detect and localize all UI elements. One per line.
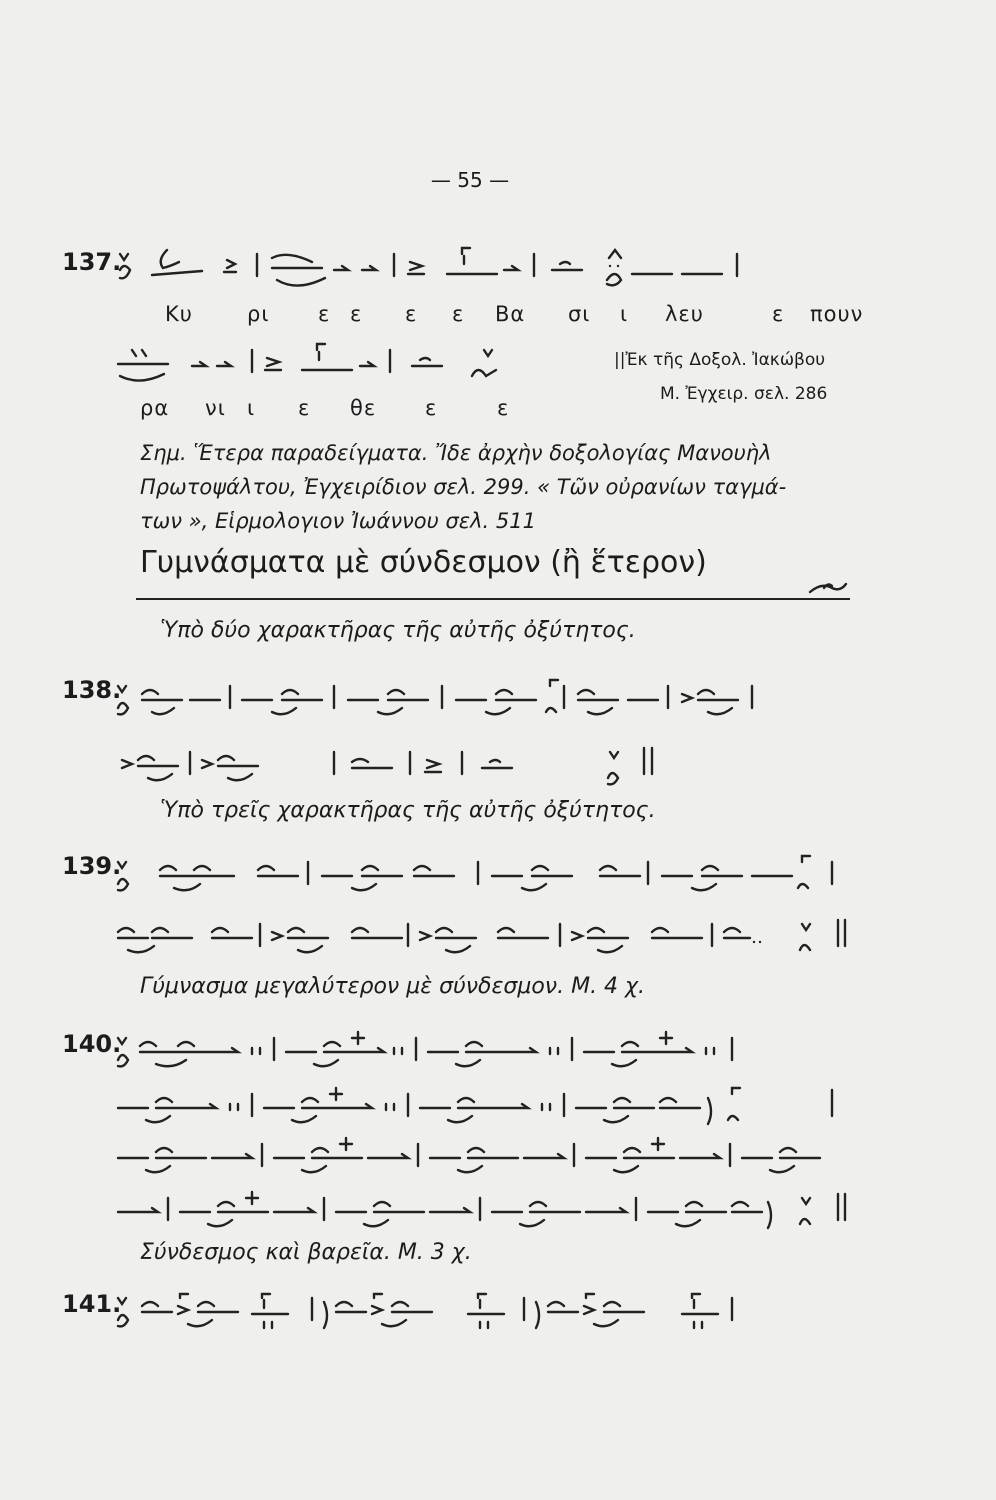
syllable-137-9: ι [620,302,629,326]
note-line-3: των », Εἱρμολογιον Ἰωάννου σελ. 511 [140,509,536,533]
neume-line-139-1 [112,848,852,892]
section-heading: Γυμνάσματα μὲ σύνδεσμον (ἢ ἕτερον) [140,545,707,580]
subheading-three-characters: Ὑπὸ τρεῖς χαρακτῆρας τῆς αὐτῆς ὀξύτητος. [160,798,656,823]
syllable-137-8: σι [568,302,591,326]
neume-line-140-2 [112,1080,852,1124]
syllable-137-19: ε [497,396,510,420]
neume-line-139-2 [112,910,852,954]
neume-line-140-4 [112,1184,852,1228]
subheading-longer-exercise: Γύμνασμα μεγαλύτερον μὲ σύνδεσμον. Μ. 4 χ. [140,974,646,999]
example-139-number: 139. [62,852,122,880]
source-reference-2: Μ. Ἐγχειρ. σελ. 286 [660,384,828,404]
syllable-137-2: ρι [247,302,270,326]
page-number: — 55 — [430,168,510,192]
neume-line-137-2 [112,336,592,380]
syllable-137-15: ι [247,396,256,420]
neume-line-138-1 [112,672,852,716]
note-line-1: Σημ. Ἕτερα παραδείγματα. Ἴδε ἀρχὴν δοξολογίας Μανουὴλ [140,441,772,465]
neume-line-138-2 [112,738,712,782]
syndesmos-sign-icon [806,572,850,598]
example-137-number: 137. [62,248,122,276]
neume-line-137-1 [112,240,872,284]
syllable-137-5: ε [405,302,418,326]
neume-line-140-1 [112,1024,852,1068]
heading-underline [136,598,850,600]
example-138-number: 138. [62,676,122,704]
syllable-137-3: ε [318,302,331,326]
syllable-137-4: ε [350,302,363,326]
source-reference-1: ||Ἐκ τῆς Δοξολ. Ἰακώβου [614,350,826,370]
subheading-syndesmos-vareia: Σύνδεσμος καὶ βαρεῖα. Μ. 3 χ. [140,1240,472,1265]
syllable-137-11: ε [772,302,785,326]
syllable-137-17: θε [350,396,377,420]
syllable-137-13: ρα [140,396,170,420]
syllable-137-18: ε [425,396,438,420]
syllable-137-1: Κυ [165,302,193,326]
syllable-137-10: λευ [665,302,704,326]
syllable-137-12: πουν [810,302,864,326]
note-line-2: Πρωτοψάλτου, Ἐγχειρίδιον σελ. 299. « Τῶν οὐρανίων ταγμά- [140,475,787,499]
syllable-137-6: ε [452,302,465,326]
neume-line-141-1 [112,1284,852,1328]
neume-line-140-3 [112,1130,852,1174]
note-paragraph [140,436,870,538]
syllable-137-7: Βα [495,302,526,326]
syllable-137-16: ε [298,396,311,420]
subheading-two-characters: Ὑπὸ δύο χαρακτῆρας τῆς αὐτῆς ὀξύτητος. [160,618,636,643]
example-140-number: 140. [62,1030,122,1058]
example-141-number: 141. [62,1290,122,1318]
syllable-137-14: νι [205,396,226,420]
